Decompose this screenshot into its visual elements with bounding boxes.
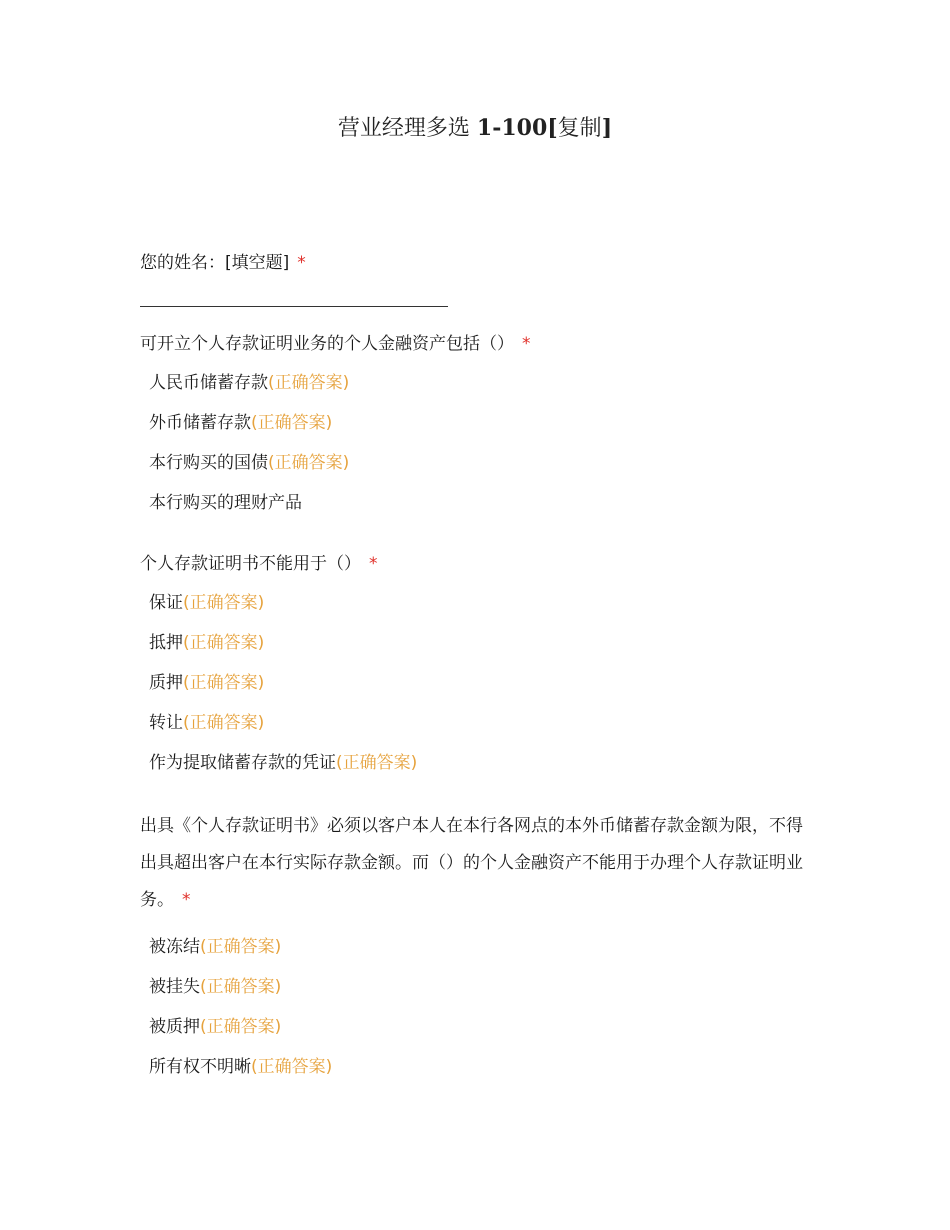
correct-answer-tag: (正确答案)	[268, 373, 350, 393]
question-4	[140, 808, 805, 1087]
option[interactable]: 本行购买的国债(正确答案)	[149, 453, 350, 473]
required-mark: *	[182, 890, 191, 910]
required-mark: *	[522, 334, 531, 354]
correct-answer-tag: (正确答案)	[251, 413, 333, 433]
question-3	[140, 546, 805, 783]
correct-answer-tag: (正确答案)	[336, 753, 418, 773]
option[interactable]: 被质押(正确答案)	[149, 1017, 282, 1037]
correct-answer-tag: (正确答案)	[268, 453, 350, 473]
option[interactable]: 抵押(正确答案)	[149, 633, 265, 653]
question-2	[140, 326, 805, 523]
option[interactable]: 转让(正确答案)	[149, 713, 265, 733]
page-title: 营业经理多选 1-100[复制]	[337, 115, 613, 141]
option[interactable]: 人民币储蓄存款(正确答案)	[149, 373, 350, 393]
correct-answer-tag: (正确答案)	[251, 1057, 333, 1077]
correct-answer-tag: (正确答案)	[200, 937, 282, 957]
option[interactable]: 本行购买的理财产品	[149, 493, 302, 513]
correct-answer-tag: (正确答案)	[200, 977, 282, 997]
question-text: 可开立个人存款证明业务的个人金融资产包括（）	[140, 334, 514, 354]
question-1	[140, 245, 805, 282]
question-text: 出具《个人存款证明书》必须以客户本人在本行各网点的本外币储蓄存款金额为限，不得出具超出客户在本行实际存款金额。而（）的个人金融资产不能用于办理个人存款证明业务。	[140, 816, 803, 910]
option[interactable]: 保证(正确答案)	[149, 593, 265, 613]
option[interactable]: 被挂失(正确答案)	[149, 977, 282, 997]
correct-answer-tag: (正确答案)	[183, 633, 265, 653]
option[interactable]: 被冻结(正确答案)	[149, 937, 282, 957]
option[interactable]: 作为提取储蓄存款的凭证(正确答案)	[149, 753, 418, 773]
option[interactable]: 外币储蓄存款(正确答案)	[149, 413, 333, 433]
option[interactable]: 所有权不明晰(正确答案)	[149, 1057, 333, 1077]
correct-answer-tag: (正确答案)	[200, 1017, 282, 1037]
name-input-line[interactable]	[140, 306, 448, 307]
option[interactable]: 质押(正确答案)	[149, 673, 265, 693]
question-text: 您的姓名：[填空题]	[140, 253, 290, 273]
required-mark: *	[297, 253, 306, 273]
correct-answer-tag: (正确答案)	[183, 713, 265, 733]
correct-answer-tag: (正确答案)	[183, 593, 265, 613]
question-text: 个人存款证明书不能用于（）	[140, 554, 361, 574]
required-mark: *	[369, 554, 378, 574]
correct-answer-tag: (正确答案)	[183, 673, 265, 693]
